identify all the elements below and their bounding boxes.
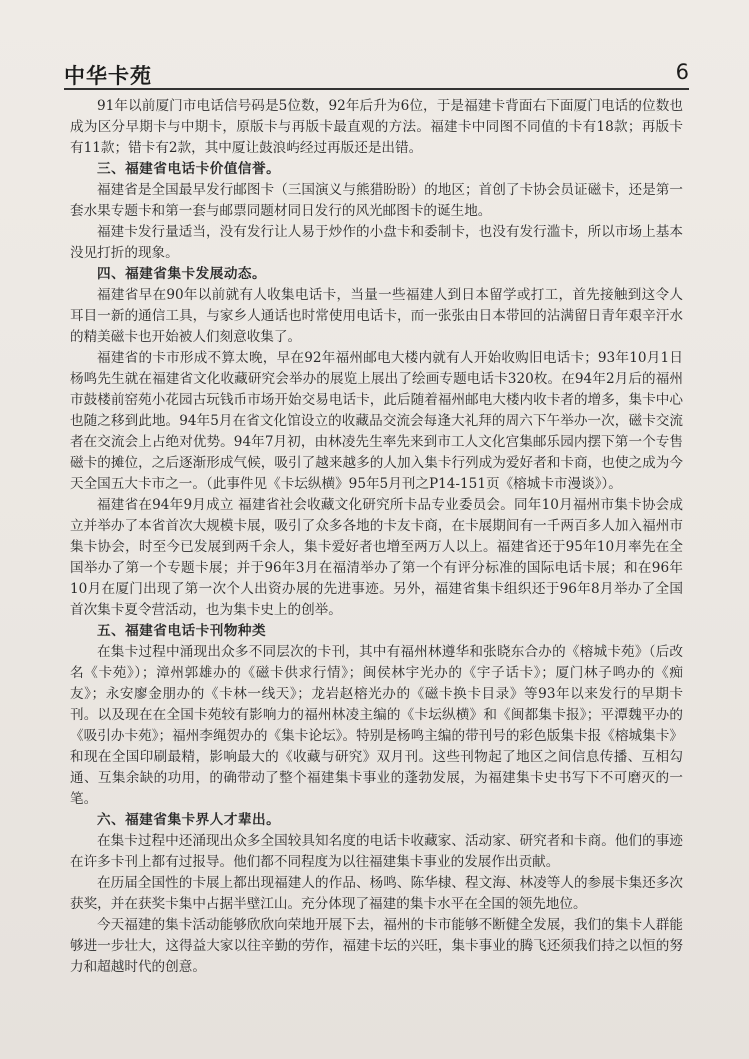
paragraph: 福建省的卡市形成不算太晚，早在92年福州邮电大楼内就有人开始收购旧电话卡；93年10月1日杨鸣先生就在福建省文化收藏研究会举办的展览上展出了绘画专题电话卡320枚。在94年2月后的福州市鼓楼前窑苑小花园古玩钱币市场开始交易电话卡，此后随着福州邮电大楼内收卡者的增多，集卡中心也随之移到此地。94年5月在省文化馆设立的收藏品交流会每逢大礼拜的周六下午举办一次，磁卡交流者在交流会上占绝对优势。94年7月初，由林凌先生率先来到市工人文化宫集邮乐园内摆下第一个专售磁卡的摊位，之后逐渐形成气候，吸引了越来越多的人加入集卡行列成为爱好者和卡商，也使之成为今天全国五大卡市之一。（此事件见《卡坛纵横》95年5月刊之P14-151页《榕城卡市漫谈》）。	[70, 350, 683, 492]
paragraph: 福建卡发行量适当，没有发行让人易于炒作的小盘卡和委制卡，也没有发行滥卡，所以市场上基本没见打折的现象。	[70, 224, 683, 261]
paragraph: 91年以前厦门市电话信号码是5位数，92年后升为6位，于是福建卡背面右下面厦门电话的位数也成为区分早期卡与中期卡，原版卡与再版卡最直观的方法。福建卡中同图不同值的卡有18款；再版卡有11款；错卡有2款，其中厦让鼓浪屿经过再版还是出错。	[70, 98, 683, 156]
paragraph: 福建省是全国最早发行邮图卡（三国演义与熊猎盼盼）的地区；首创了卡协会员证磁卡，还是第一套水果专题卡和第一套与邮票同题材同日发行的风光邮图卡的诞生地。	[70, 182, 683, 219]
paragraph: 福建省早在90年以前就有人收集电话卡，当量一些福建人到日本留学或打工，首先接触到这令人耳目一新的通信工具，与家乡人通话也时常使用电话卡，而一张张由日本带回的沾满留日青年艰辛汗水的精美磁卡也开始被人们刻意收集了。	[70, 287, 683, 345]
section-heading: 三、福建省电话卡价值信誉。	[97, 161, 281, 177]
section-heading: 六、福建省集卡界人才辈出。	[97, 812, 281, 828]
magazine-title: 中华卡苑	[64, 64, 152, 88]
paragraph: 今天福建的集卡活动能够欣欣向荣地开展下去，福州的卡市能够不断健全发展，我们的集卡人群能够进一步壮大，这得益大家以往辛勤的劳作，福建卡坛的兴旺，集卡事业的腾飞还须我们持之以恒的努力和超越时代的创意。	[70, 917, 683, 975]
page-number: 6	[675, 60, 689, 84]
paragraph: 在集卡过程中还涌现出众多全国较具知名度的电话卡收藏家、活动家、研究者和卡商。他们的事迹在许多卡刊上都有过报导。他们都不同程度为以往福建集卡事业的发展作出贡献。	[70, 833, 683, 870]
header-divider	[64, 88, 689, 90]
paragraph: 在历届全国性的卡展上都出现福建人的作品、杨鸣、陈华棣、程文海、林凌等人的参展卡集还多次获奖，并在获奖卡集中占据半壁江山。充分体现了福建的集卡水平在全国的领先地位。	[70, 875, 683, 912]
paragraph: 在集卡过程中涌现出众多不同层次的卡刊，其中有福州林遵华和张晓东合办的《榕城卡苑》（后改名《卡苑》）；漳州郭雄办的《磁卡供求行情》；闽侯林宇光办的《宇子话卡》；厦门林子鸣办的《痴友》；永安廖金朋办的《卡林一线天》；龙岩赵榕光办的《磁卡换卡目录》等93年以来发行的早期卡刊。以及现在在全国卡苑较有影响力的福州林凌主编的《卡坛纵横》和《闽都集卡报》；平潭魏平办的《吸引办卡苑》；福州李绳贺办的《集卡论坛》。特别是杨鸣主编的带刊号的彩色版集卡报《榕城集卡》和现在全国印刷最精，影响最大的《收藏与研究》双月刊。这些刊物起了地区之间信息传播、互相勾通、互集余缺的功用，的确带动了整个福建集卡事业的蓬勃发展，为福建集卡史书写下不可磨灭的一笔。	[70, 644, 683, 807]
paragraph: 福建省在94年9月成立 福建省社会收藏文化研究所卡品专业委员会。同年10月福州市集卡协会成立并举办了本省首次大规模卡展，吸引了众多各地的卡友卡商，在卡展期间有一千两百多人加入福州市集卡协会，时至今已发展到两千余人，集卡爱好者也增至两万人以上。福建省还于95年10月率先在全国举办了第一个专题卡展；并于96年3月在福清举办了第一个有评分标准的国际电话卡展；和在96年10月在厦门出现了第一次个人出资办展的先进事迹。另外，福建省集卡组织还于96年8月举办了全国首次集卡夏令营活动，也为集卡史上的创举。	[70, 497, 683, 618]
section-heading: 四、福建省集卡发展动态。	[97, 266, 267, 282]
article-body	[70, 96, 683, 1019]
section-heading: 五、福建省电话卡刊物种类	[97, 623, 267, 639]
